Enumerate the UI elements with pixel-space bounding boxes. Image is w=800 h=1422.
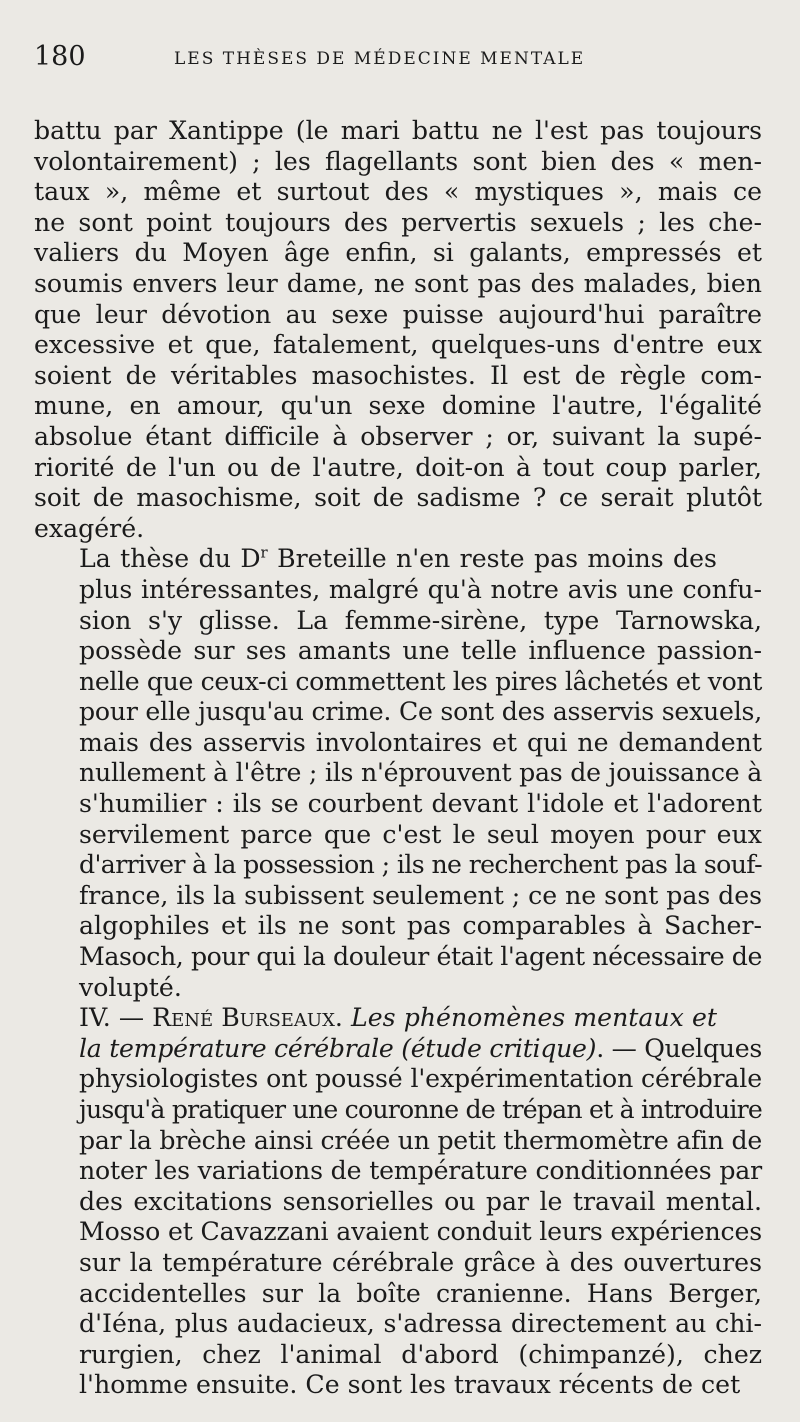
author-name: René Burseaux. xyxy=(152,1003,343,1033)
text-line xyxy=(34,544,762,575)
text-line xyxy=(34,1003,762,1034)
text-line: volontairement) ; les flagellants sont bien des « men- xyxy=(34,146,762,176)
text-line: que leur dévotion au sexe puisse aujourd'hui paraître xyxy=(34,299,762,329)
page-number: 180 xyxy=(34,41,86,72)
text-line: nullement à l'être ; ils n'éprouvent pas de jouissance à xyxy=(79,758,762,788)
text-line: possède sur ses amants une telle influence passion- xyxy=(79,636,762,666)
text-line: nelle que ceux-ci commettent les pires lâchetés et vont xyxy=(79,666,762,696)
text-line: soient de véritables masochistes. Il est de règle com- xyxy=(34,360,762,390)
thesis-subtitle: (étude critique) xyxy=(401,1033,597,1063)
text-line: france, ils la subissent seulement ; ce ne sont pas des xyxy=(79,880,762,910)
text-line: excessive et que, fatalement, quelques-uns d'entre eux xyxy=(34,330,762,360)
text-line: plus intéressantes, malgré qu'à notre avis une confu- xyxy=(79,574,762,604)
text-line: Masoch, pour qui la douleur était l'agent nécessaire de xyxy=(79,942,762,972)
text-line: soit de masochisme, soit de sadisme ? ce serait plutôt xyxy=(34,483,762,513)
line-text: La thèse du D xyxy=(79,544,261,574)
text-line: exagéré. xyxy=(34,513,145,543)
line-text: Breteille n'en reste pas moins des xyxy=(267,544,717,574)
paragraph-1 xyxy=(34,116,762,544)
text-line: par la brèche ainsi créée un petit thermomètre afin de xyxy=(78,1125,762,1155)
text-line: taux », même et surtout des « mystiques », mais ce xyxy=(34,177,762,207)
section-number: IV. — xyxy=(79,1003,153,1033)
paragraph-2 xyxy=(34,544,762,1003)
text-line: des excitations sensorielles ou par le travail mental. xyxy=(79,1186,762,1216)
text-line: mune, en amour, qu'un sexe domine l'autre, l'égalité xyxy=(34,391,762,421)
text-line: noter les variations de température conditionnées par xyxy=(79,1156,762,1186)
text-line: rurgien, chez l'animal d'abord (chimpanzé), chez xyxy=(79,1339,762,1369)
text-line: sion s'y glisse. La femme-sirène, type Tarnowska, xyxy=(79,605,762,635)
text-line: servilement parce que c'est le seul moyen pour eux xyxy=(79,819,762,849)
text-line: d'Iéna, plus audacieux, s'adressa directement au chi- xyxy=(79,1309,762,1339)
text-line: ne sont point toujours des pervertis sexuels ; les che- xyxy=(34,207,762,237)
text-line: absolue étant difficile à observer ; or, suivant la supé- xyxy=(34,421,762,451)
text-line: algophiles et ils ne sont pas comparables à Sacher- xyxy=(79,911,762,941)
text-line: d'arriver à la possession ; ils ne recherchent pas la souf- xyxy=(79,850,762,880)
text-line: sur la température cérébrale grâce à des ouvertures xyxy=(79,1247,762,1277)
running-head xyxy=(34,42,762,82)
superscript: r xyxy=(260,543,268,562)
text-line: pour elle jusqu'au crime. Ce sont des asservis sexuels, xyxy=(79,697,762,727)
text-line: s'humilier : ils se courbent devant l'idole et l'adorent xyxy=(79,789,762,819)
thesis-title: la température cérébrale xyxy=(79,1033,394,1063)
text-line: valiers du Moyen âge enfin, si galants, empressés et xyxy=(34,238,762,268)
text-line: physiologistes ont poussé l'expérimentation cérébrale xyxy=(79,1064,762,1094)
text-line: riorité de l'un ou de l'autre, doit-on à tout coup parler, xyxy=(34,452,762,482)
text-line: accidentelles sur la boîte cranienne. Hans Berger, xyxy=(79,1278,762,1308)
thesis-title: Les phénomènes mentaux et xyxy=(351,1003,717,1033)
text-line: jusqu'à pratiquer une couronne de trépan et à introduire xyxy=(79,1095,762,1124)
text-line xyxy=(34,1034,762,1065)
line-text: . — Quelques xyxy=(596,1033,762,1063)
text-line: l'homme ensuite. Ce sont les travaux récents de cet xyxy=(79,1370,741,1400)
running-title: LES THÈSES DE MÉDECINE MENTALE xyxy=(174,49,586,69)
text-line: Mosso et Cavazzani avaient conduit leurs expériences xyxy=(79,1217,762,1247)
text-line: battu par Xantippe (le mari battu ne l'est pas toujours xyxy=(34,116,762,145)
text-line: volupté. xyxy=(79,972,182,1002)
body-text xyxy=(34,116,762,1401)
text-line: mais des asservis involontaires et qui ne demandent xyxy=(79,727,762,757)
text-line: soumis envers leur dame, ne sont pas des malades, bien xyxy=(34,268,762,298)
paragraph-3 xyxy=(34,1003,762,1401)
